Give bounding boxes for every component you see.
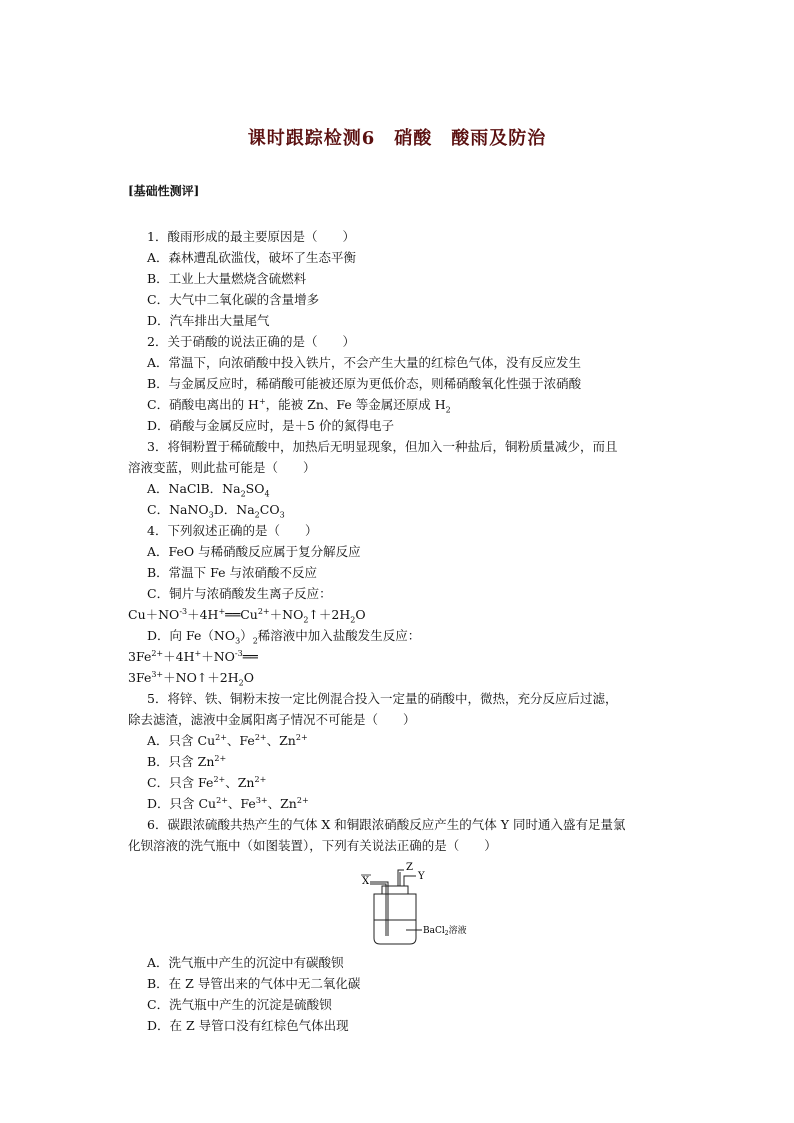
question-1: 1．酸雨形成的最主要原因是（ ） bbox=[147, 229, 355, 244]
eq3-fe: 3Fe bbox=[128, 670, 152, 685]
q5d-c1: 2+ bbox=[216, 795, 228, 805]
inlet-tube bbox=[370, 882, 388, 936]
eq2-eq: ══ bbox=[242, 649, 258, 664]
question-2: 2．关于硝酸的说法正确的是（ ） bbox=[147, 334, 355, 349]
q6-option-b: B．在 Z 导管出来的气体中无二氧化碳 bbox=[147, 976, 361, 991]
label-solution-main: BaCl bbox=[423, 926, 445, 936]
label-z: Z bbox=[406, 862, 413, 873]
q1-option-b: B．工业上大量燃烧含硫燃料 bbox=[147, 271, 307, 286]
q5c-1: C．只含 Fe bbox=[147, 775, 214, 790]
q3-options-ab bbox=[128, 478, 673, 499]
q2c-text-2: ，能被 Zn、Fe 等金属还原成 H bbox=[265, 397, 446, 412]
q4d-1: D．向 Fe（NO bbox=[147, 628, 236, 643]
q5a-c1: 2+ bbox=[215, 732, 227, 742]
q3cd-2: D．Na bbox=[213, 502, 255, 517]
q2c-text-1: C．硝酸电离出的 H bbox=[147, 397, 259, 412]
question-3-line-1: 3．将铜粉置于稀硫酸中，加热后无明显现象，但加入一种盐后，铜粉质量减少，而且 bbox=[147, 439, 618, 454]
question-5-line-2: 除去滤渣，滤液中金属阳离子情况不可能是（ ） bbox=[128, 712, 416, 727]
q3ab-1: A．NaClB．Na bbox=[147, 481, 241, 496]
q2c-sup: + bbox=[258, 396, 266, 406]
q6-option-c: C．洗气瓶中产生的沉淀是硫酸钡 bbox=[147, 997, 332, 1012]
question-6-line-2: 化钡溶液的洗气瓶中（如图装置），下列有关说法正确的是（ ） bbox=[128, 838, 497, 853]
eq1-cu-charge: 2+ bbox=[257, 606, 270, 616]
q2c-sub: 2 bbox=[445, 405, 451, 415]
eq1-cu: Cu＋NO bbox=[128, 607, 180, 622]
q3-options-cd bbox=[128, 499, 673, 520]
eq1-end: ↑＋2H bbox=[308, 607, 351, 622]
q4-option-a: A．FeO 与稀硝酸反应属于复分解反应 bbox=[147, 544, 361, 559]
eq2-h: ＋4H bbox=[163, 649, 195, 664]
q2-option-a: A．常温下，向浓硝酸中投入铁片，不会产生大量的红棕色气体，没有反应发生 bbox=[147, 355, 582, 370]
label-solution-sub: 2 bbox=[444, 930, 449, 937]
q5b-c1: 2+ bbox=[214, 753, 227, 763]
eq1-h-charge: + bbox=[218, 606, 226, 616]
q4-option-d: D．向 $Fe(NO_3)_2$稀溶液中加入盐酸发生反应： bbox=[147, 628, 421, 646]
q1-option-a: A．森林遭乱砍滥伐，破坏了生态平衡 bbox=[147, 250, 357, 265]
q5a-c3: 2+ bbox=[295, 732, 308, 742]
eq2-no3-charge: -3 bbox=[234, 648, 243, 658]
q3cd-3: CO bbox=[259, 502, 280, 517]
q4-option-c: C．铜片与浓硝酸发生离子反应： bbox=[147, 586, 332, 601]
eq3-sub2: 2 bbox=[238, 678, 244, 688]
q5-option-b bbox=[128, 751, 673, 772]
q4d-2: 稀溶液中加入盐酸发生反应： bbox=[257, 628, 421, 643]
q5d-1: D．只含 Cu bbox=[147, 796, 217, 811]
q5-option-d: D．只含 $Cu^{2+}$、$Fe^{3+}$、$Zn^{2+}$ bbox=[147, 795, 309, 811]
q5b-1: B．只含 Zn bbox=[147, 754, 215, 769]
label-x: X bbox=[362, 876, 370, 887]
q3ab-sub4: 4 bbox=[264, 489, 270, 499]
eq1-h: ＋4H bbox=[187, 607, 219, 622]
eq1-no2: ＋NO bbox=[269, 607, 304, 622]
eq3-rest: ＋NO↑＋2H bbox=[163, 670, 239, 685]
apparatus-figure-row bbox=[128, 856, 673, 952]
q1-option-c: C．大气中二氧化碳的含量增多 bbox=[147, 292, 320, 307]
eq1-o: O bbox=[355, 607, 366, 622]
q5a-c2: 2+ bbox=[254, 732, 267, 742]
q5d-c3: 2+ bbox=[296, 795, 309, 805]
q1-option-d: D．汽车排出大量尾气 bbox=[147, 313, 270, 328]
q3ab-2: SO bbox=[245, 481, 265, 496]
gas-washing-bottle-diagram bbox=[360, 860, 470, 948]
question-6-line-1: 6．碳跟浓硫酸共热产生的气体 X 和铜跟浓硝酸反应产生的气体 Y 同时通入盛有足量氯 bbox=[147, 817, 626, 832]
eq2-fe: 3Fe bbox=[128, 649, 152, 664]
label-solution-tail: 溶液 bbox=[448, 926, 467, 936]
q3cd-sub3b: 3 bbox=[279, 510, 285, 520]
q3cd-1: C．NaNO bbox=[147, 502, 209, 517]
q3cd-sub3a: 3 bbox=[208, 510, 214, 520]
q6-option-d: D．在 Z 导管口没有红棕色气体出现 bbox=[147, 1018, 349, 1033]
question-5-line-1: 5．将锌、铁、铜粉末按一定比例混合投入一定量的硝酸中，微热，充分反应后过滤， bbox=[147, 691, 618, 706]
question-3-line-2: 溶液变蓝，则此盐可能是（ ） bbox=[128, 460, 316, 475]
q4d-equation-1 bbox=[128, 646, 673, 667]
q4-option-b: B．常温下 Fe 与浓硝酸不反应 bbox=[147, 565, 318, 580]
q4d-sub3: 3 bbox=[235, 636, 241, 646]
eq3-o: O bbox=[243, 670, 254, 685]
outlet-tube-z bbox=[398, 870, 404, 886]
page-title: 课时跟踪检测6 硝酸 酸雨及防治 bbox=[247, 128, 547, 149]
q4d-sub2: 2 bbox=[252, 636, 258, 646]
q3cd-sub2: 2 bbox=[254, 510, 260, 520]
q5-option-c: C．只含 $Fe^{2+}$、$Zn^{2+}$ bbox=[147, 774, 267, 790]
section-label: [基础性测评] bbox=[128, 184, 200, 198]
bottle-outline bbox=[374, 894, 416, 944]
q5c-c2: 2+ bbox=[254, 774, 267, 784]
q5c-c1: 2+ bbox=[213, 774, 226, 784]
inlet-tube-y bbox=[404, 876, 416, 886]
q4c-equation bbox=[128, 604, 673, 625]
q4d-equation-2 bbox=[128, 667, 673, 688]
inlet-tube-inner bbox=[370, 884, 386, 936]
eq1-h2o-sub: 2 bbox=[350, 615, 356, 625]
question-body bbox=[128, 226, 673, 1036]
q5d-c2: 3+ bbox=[255, 795, 268, 805]
eq2-fe-charge: 2+ bbox=[151, 648, 164, 658]
eq2-no: ＋NO bbox=[201, 649, 235, 664]
label-solution bbox=[423, 924, 467, 937]
q6-option-a: A．洗气瓶中产生的沉淀中有碳酸钡 bbox=[147, 955, 344, 970]
question-4: 4．下列叙述正确的是（ ） bbox=[147, 523, 318, 538]
eq1-no2-sub: 2 bbox=[303, 615, 309, 625]
eq1-eq: ══Cu bbox=[225, 607, 258, 622]
q5a-1: A．只含 Cu bbox=[147, 733, 216, 748]
q2-option-d: D．硝酸与金属反应时，是＋5 价的氮得电子 bbox=[147, 418, 394, 433]
label-y: Y bbox=[418, 871, 425, 882]
q2-option-c bbox=[128, 394, 673, 415]
q3ab-sub2: 2 bbox=[240, 489, 246, 499]
q2-option-b: B．与金属反应时，稀硝酸可能被还原为更低价态，则稀硝酸氧化性强于浓硝酸 bbox=[147, 376, 582, 391]
eq2-h-charge: + bbox=[194, 648, 202, 658]
eq1-no3-charge: -3 bbox=[179, 606, 188, 616]
q5-option-a: A．只含 $Cu^{2+}$、$Fe^{2+}$、$Zn^{2+}$ bbox=[147, 732, 308, 748]
eq3-fe-charge: 3+ bbox=[151, 669, 164, 679]
